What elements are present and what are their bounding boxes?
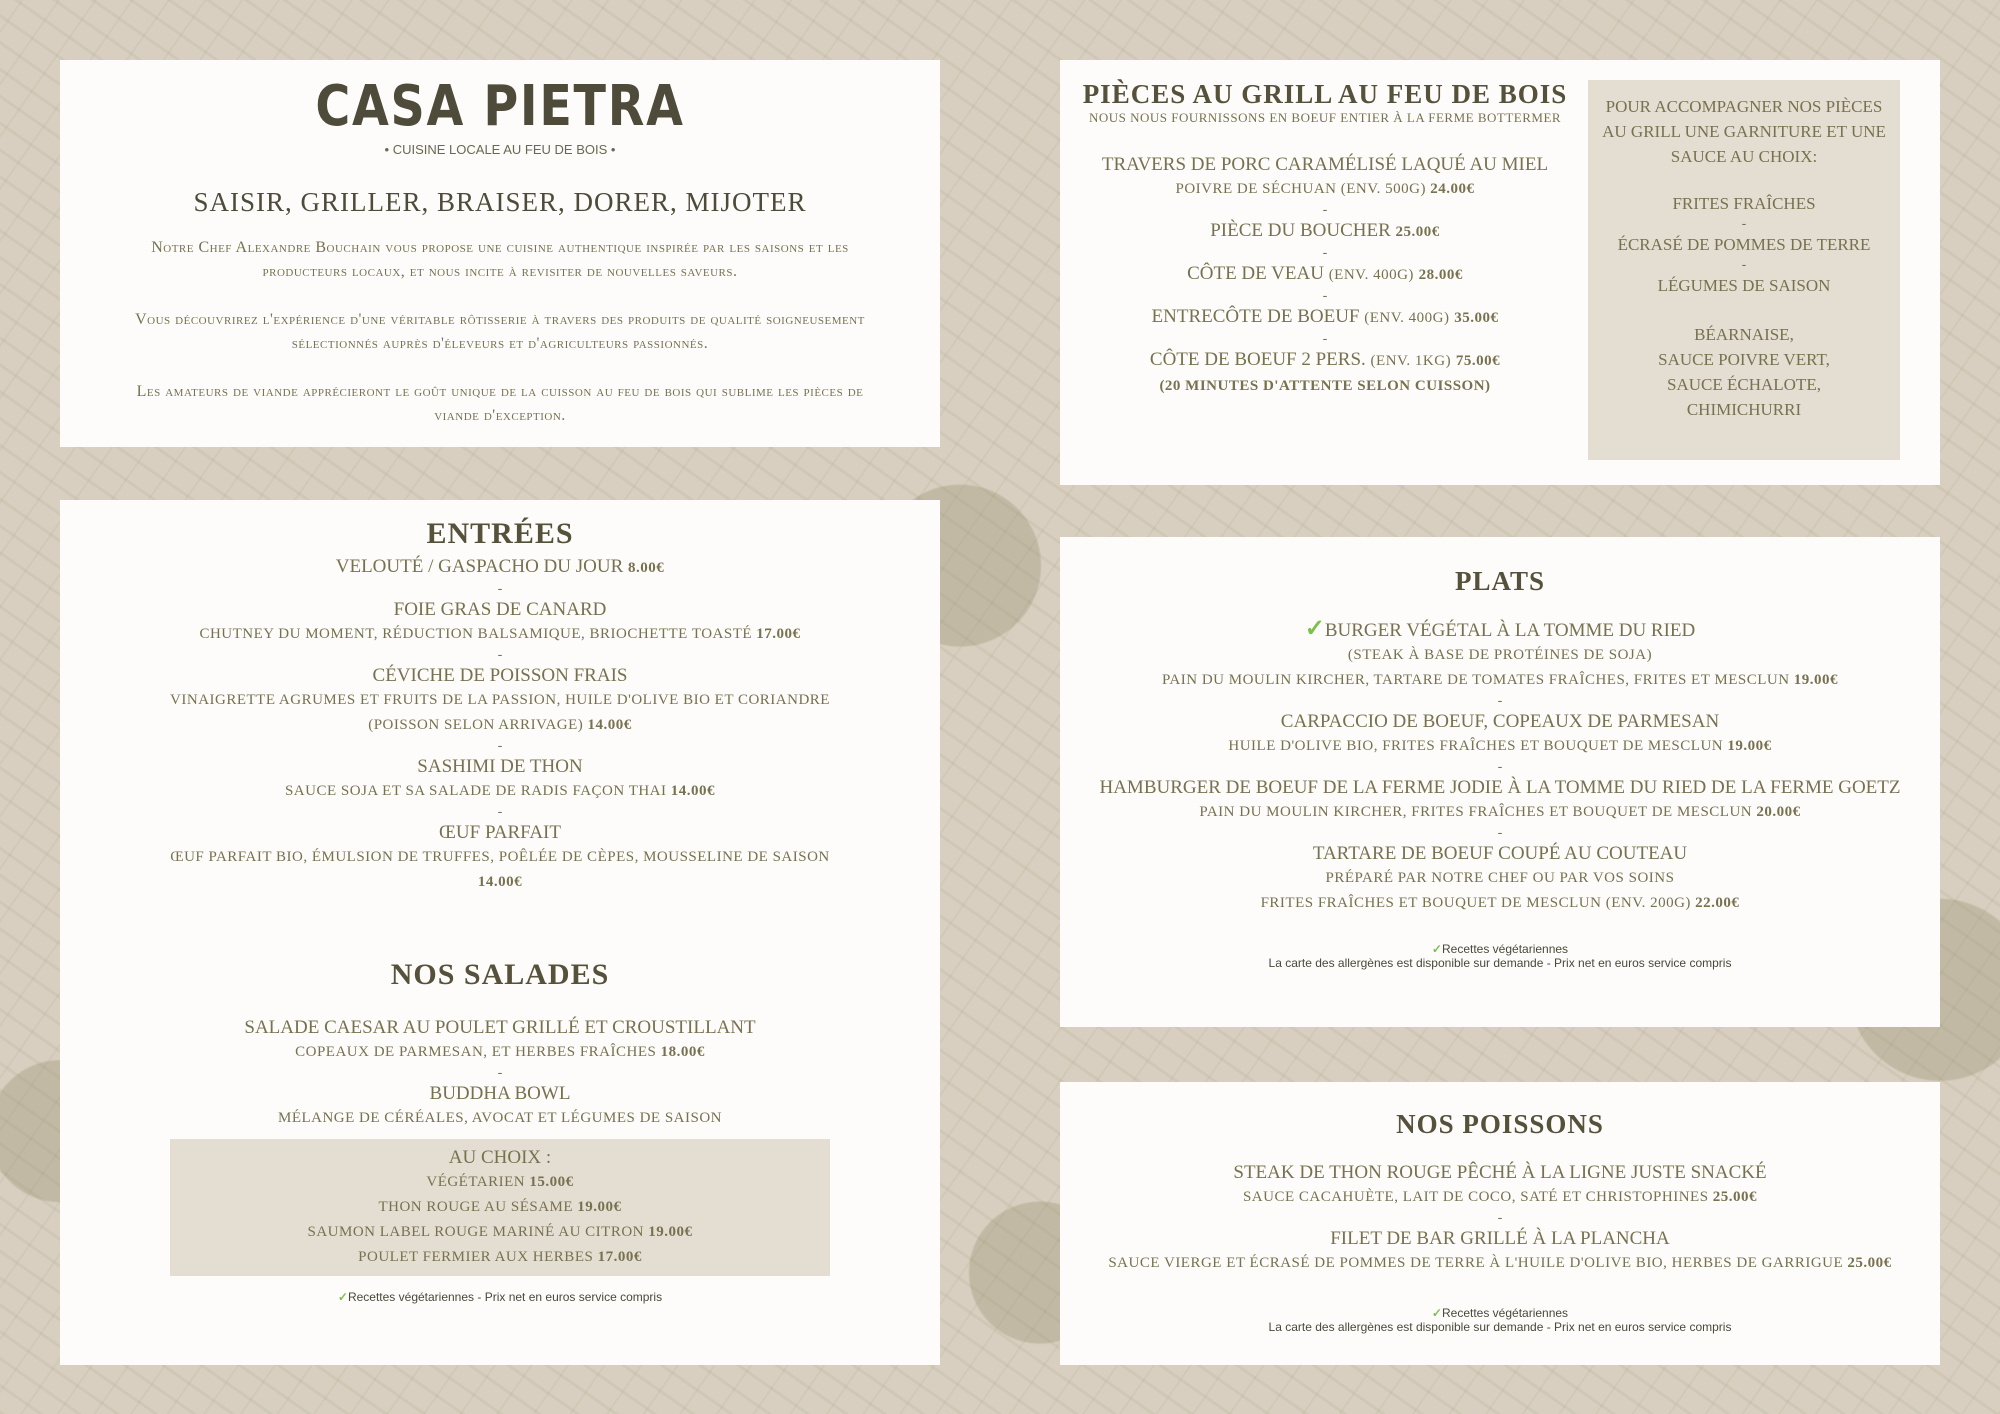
- menu-item-desc: VINAIGRETTE AGRUMES ET FRUITS DE LA PASSION, HUILE D'OLIVE BIO ET CORIANDRE: [170, 692, 830, 708]
- intro-panel: [60, 60, 940, 447]
- sauce-item: SAUCE POIVRE VERT,: [1658, 350, 1830, 369]
- separator: -: [1322, 288, 1328, 304]
- menu-item-name: TRAVERS DE PORC CARAMÉLISÉ LAQUÉ AU MIEL: [1101, 154, 1549, 175]
- separator: -: [1322, 202, 1328, 218]
- sauce-item: SAUCE ÉCHALOTE,: [1667, 375, 1821, 394]
- menu-item-name: ENTRECÔTE DE BOEUF (ENV. 400G) 35.00€: [1151, 306, 1499, 327]
- menu-item-name: FILET DE BAR GRILLÉ À LA PLANCHA: [1330, 1228, 1670, 1249]
- separator: -: [497, 804, 503, 820]
- footer-note: ✓Recettes végétariennes - Prix net en euros service compris: [337, 1290, 663, 1304]
- menu-item-desc: MÉLANGE DE CÉRÉALES, AVOCAT ET LÉGUMES DE SAISON: [277, 1110, 722, 1126]
- sauce-item: CHIMICHURRI: [1686, 400, 1802, 419]
- menu-item-desc: PAIN DU MOULIN KIRCHER, FRITES FRAÎCHES ET BOUQUET DE MESCLUN 20.00€: [1199, 804, 1801, 820]
- choice-title: AU CHOIX :: [448, 1147, 552, 1168]
- restaurant-logo: CASA PIETRA: [315, 74, 685, 139]
- grill-title: PIÈCES AU GRILL AU FEU DE BOIS: [1082, 79, 1568, 109]
- menu-item-desc: CHUTNEY DU MOMENT, RÉDUCTION BALSAMIQUE, BRIOCHETTE TOASTÉ 17.00€: [199, 626, 801, 642]
- check-leaf-icon: ✓: [1431, 942, 1442, 956]
- separator: -: [1497, 759, 1503, 775]
- menu-item-desc: SAUCE SOJA ET SA SALADE DE RADIS FAÇON THAI 14.00€: [284, 783, 716, 799]
- menu-item-name: PIÈCE DU BOUCHER 25.00€: [1210, 220, 1440, 241]
- entrees-panel: [60, 500, 940, 1365]
- choice-item: VÉGÉTARIEN 15.00€: [426, 1174, 574, 1190]
- separator: -: [1497, 825, 1503, 841]
- menu-item-desc: FRITES FRAÎCHES ET BOUQUET DE MESCLUN (ENV. 200G) 22.00€: [1260, 895, 1740, 911]
- plats-title: PLATS: [1454, 566, 1546, 596]
- menu-item-name: ✓BURGER VÉGÉTAL À LA TOMME DU RIED: [1304, 616, 1696, 642]
- menu-item-desc: (STEAK À BASE DE PROTÉINES DE SOJA): [1347, 647, 1653, 663]
- separator: -: [1497, 693, 1503, 709]
- menu-item-desc: POIVRE DE SÉCHUAN (ENV. 500G) 24.00€: [1175, 181, 1475, 197]
- grill-list: [1060, 60, 1590, 399]
- check-leaf-icon: ✓: [337, 1290, 348, 1304]
- motto: SAISIR, GRILLER, BRAISER, DORER, MIJOTER: [193, 187, 807, 217]
- menu-item-desc: SAUCE VIERGE ET ÉCRASÉ DE POMMES DE TERRE À L'HUILE D'OLIVE BIO, HERBES DE GARRIGUE 25.00€: [1108, 1255, 1892, 1271]
- menu-item-name: SASHIMI DE THON: [417, 756, 583, 777]
- separator: -: [1741, 216, 1747, 232]
- salad-choice-box: [170, 1139, 830, 1276]
- intro-paragraph: Vous découvrirez l'expérience d'une véritable rôtisserie à travers des produits de qualité soigneusement sélectionnés auprès d'éleveurs et d'agriculteurs passionnés.: [135, 311, 865, 352]
- intro-paragraph: Les amateurs de viande apprécieront le goût unique de la cuisson au feu de bois qui sublime les pièces de viande d'exception.: [136, 383, 864, 424]
- menu-item-desc: PAIN DU MOULIN KIRCHER, TARTARE DE TOMATES FRAÎCHES, FRITES ET MESCLUN 19.00€: [1161, 672, 1839, 688]
- tagline: • CUISINE LOCALE AU FEU DE BOIS •: [384, 142, 616, 157]
- entrees-title: ENTRÉES: [426, 517, 574, 550]
- menu-item-name: BUDDHA BOWL: [429, 1083, 571, 1104]
- side-item: FRITES FRAÎCHES: [1672, 194, 1816, 213]
- separator: -: [497, 738, 503, 754]
- garniture-intro: POUR ACCOMPAGNER NOS PIÈCES AU GRILL UNE GARNITURE ET UNE SAUCE AU CHOIX:: [1602, 97, 1886, 166]
- grill-panel: [1060, 60, 1940, 485]
- side-item: ÉCRASÉ DE POMMES DE TERRE: [1617, 235, 1871, 254]
- menu-item-name: FOIE GRAS DE CANARD: [393, 599, 607, 620]
- menu-item-name: CARPACCIO DE BOEUF, COPEAUX DE PARMESAN: [1280, 711, 1720, 732]
- wait-note: (20 MINUTES D'ATTENTE SELON CUISSON): [1159, 378, 1491, 394]
- menu-item-name: STEAK DE THON ROUGE PÊCHÉ À LA LIGNE JUSTE SNACKÉ: [1233, 1162, 1767, 1183]
- grill-subtitle: NOUS NOUS FOURNISSONS EN BOEUF ENTIER À LA FERME BOTTERMER: [1088, 110, 1562, 125]
- veg-legend: ✓Recettes végétariennes: [1431, 942, 1569, 956]
- separator: -: [497, 1065, 503, 1081]
- menu-item-name: CÔTE DE VEAU (ENV. 400G) 28.00€: [1187, 263, 1463, 284]
- poissons-panel: [1060, 1082, 1940, 1365]
- separator: -: [1497, 1210, 1503, 1226]
- sauce-item: BÉARNAISE,: [1694, 325, 1794, 344]
- separator: -: [1322, 331, 1328, 347]
- check-leaf-icon: ✓: [1431, 1306, 1442, 1320]
- plats-panel: [1060, 537, 1940, 1027]
- menu-item-name: CÉVICHE DE POISSON FRAIS: [372, 665, 628, 686]
- garniture-box: [1588, 80, 1900, 460]
- salades-title: NOS SALADES: [390, 958, 610, 991]
- menu-item-name: HAMBURGER DE BOEUF DE LA FERME JODIE À LA TOMME DU RIED DE LA FERME GOETZ: [1099, 777, 1901, 798]
- footer-note: La carte des allergènes est disponible sur demande - Prix net en euros service compris: [1268, 1320, 1732, 1334]
- menu-item-name: SALADE CAESAR AU POULET GRILLÉ ET CROUSTILLANT: [244, 1017, 756, 1038]
- footer-note: La carte des allergènes est disponible sur demande - Prix net en euros service compris: [1268, 956, 1732, 970]
- menu-item-desc: COPEAUX DE PARMESAN, ET HERBES FRAÎCHES 18.00€: [295, 1044, 705, 1060]
- separator: -: [497, 581, 503, 597]
- choice-item: SAUMON LABEL ROUGE MARINÉ AU CITRON 19.00€: [307, 1224, 693, 1240]
- choice-item: POULET FERMIER AUX HERBES 17.00€: [358, 1249, 642, 1265]
- separator: -: [1741, 257, 1747, 273]
- menu-item-desc: ŒUF PARFAIT BIO, ÉMULSION DE TRUFFES, POÊLÉE DE CÈPES, MOUSSELINE DE SAISON: [170, 849, 830, 865]
- menu-item-name: TARTARE DE BOEUF COUPÉ AU COUTEAU: [1312, 843, 1688, 864]
- check-leaf-icon: ✓: [1304, 616, 1325, 642]
- separator: -: [1322, 245, 1328, 261]
- menu-item-desc: SAUCE CACAHUÈTE, LAIT DE COCO, SATÉ ET CHRISTOPHINES 25.00€: [1242, 1189, 1758, 1205]
- menu-item-desc: (POISSON SELON ARRIVAGE) 14.00€: [368, 717, 632, 733]
- side-item: LÉGUMES DE SAISON: [1657, 276, 1831, 295]
- menu-item-name: VELOUTÉ / GASPACHO DU JOUR 8.00€: [335, 556, 665, 577]
- veg-legend: ✓Recettes végétariennes: [1431, 1306, 1569, 1320]
- separator: -: [497, 647, 503, 663]
- intro-paragraph: Notre Chef Alexandre Bouchain vous propose une cuisine authentique inspirée par les saisons et les producteurs locaux, et nous incite à revisiter de nouvelles saveurs.: [151, 239, 849, 280]
- menu-item-desc: HUILE D'OLIVE BIO, FRITES FRAÎCHES ET BOUQUET DE MESCLUN 19.00€: [1228, 738, 1772, 754]
- menu-item-desc: PRÉPARÉ PAR NOTRE CHEF OU PAR VOS SOINS: [1325, 870, 1675, 886]
- menu-item-name: CÔTE DE BOEUF 2 PERS. (ENV. 1KG) 75.00€: [1149, 349, 1501, 370]
- menu-item-name: ŒUF PARFAIT: [439, 822, 561, 843]
- choice-item: THON ROUGE AU SÉSAME 19.00€: [378, 1199, 622, 1215]
- menu-item-price: 14.00€: [477, 874, 523, 890]
- poissons-title: NOS POISSONS: [1396, 1109, 1604, 1139]
